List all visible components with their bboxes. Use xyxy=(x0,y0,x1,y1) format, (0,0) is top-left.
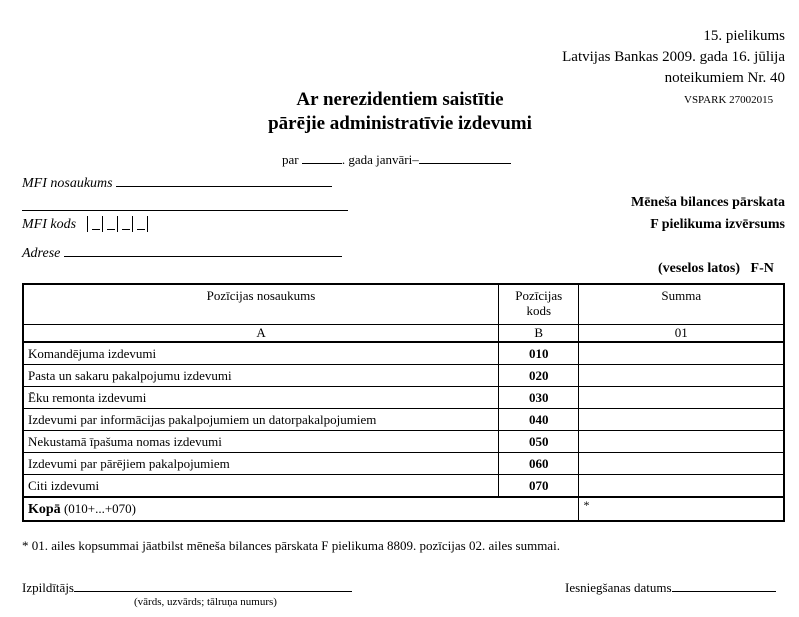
mfi-name-label: MFI nosaukums xyxy=(22,176,113,191)
header-position-code xyxy=(499,284,579,325)
total-star: * xyxy=(583,498,590,512)
mfi-code-row xyxy=(22,216,148,233)
mfi-name-row xyxy=(22,172,332,192)
column-letters-row xyxy=(23,325,784,343)
mfi-name-field[interactable] xyxy=(116,172,332,187)
row-sum-input[interactable] xyxy=(579,387,784,409)
report-caption xyxy=(631,192,785,236)
total-formula: (010+...+070) xyxy=(60,500,137,516)
row-name: Izdevumi par informācijas pakalpojumiem un datorpakalpojumiem xyxy=(23,409,499,431)
address-label: Adrese xyxy=(22,246,61,261)
row-code: 050 xyxy=(499,431,579,453)
header-code-line-2: kods xyxy=(526,303,552,318)
executor-label: Izpildītājs xyxy=(22,580,74,595)
column-letter-01: 01 xyxy=(579,325,784,343)
table-row xyxy=(23,387,784,409)
row-name: Izdevumi par pārējiem pakalpojumiem xyxy=(23,453,499,475)
year-field[interactable] xyxy=(302,149,342,164)
period-middle: . gada janvāri– xyxy=(341,152,419,167)
form-code: VSPARK 27002015 xyxy=(684,94,774,106)
column-letter-b: B xyxy=(499,325,579,343)
date-row xyxy=(565,577,776,596)
header-position-name: Pozīcijas nosaukums xyxy=(23,284,499,325)
title-line-2: pārējie administratīvie izdevumi xyxy=(268,113,532,134)
table-row xyxy=(23,409,784,431)
address-row xyxy=(22,242,342,262)
mfi-name-field-line-2[interactable] xyxy=(22,196,348,211)
annex-line-3: noteikumiem Nr. 40 xyxy=(664,70,785,86)
table-row xyxy=(23,453,784,475)
address-field[interactable] xyxy=(64,242,342,257)
mfi-code-label: MFI kods xyxy=(22,217,77,232)
row-code: 070 xyxy=(499,475,579,498)
page-title xyxy=(240,88,560,136)
row-code: 060 xyxy=(499,453,579,475)
month-field[interactable] xyxy=(419,149,511,164)
units-row xyxy=(658,261,774,277)
footnote: * 01. ailes kopsummai jāatbilst mēneša bilances pārskata F pielikuma 8809. pozīcijas 02. ailes summai. xyxy=(22,538,560,553)
title-line-1: Ar nerezidentiem saistītie xyxy=(296,89,504,110)
row-name: Citi izdevumi xyxy=(23,475,499,498)
column-letter-a: A xyxy=(23,325,499,343)
total-label: Kopā xyxy=(28,501,61,517)
annex-line-1: 15. pielikums xyxy=(703,28,785,44)
row-sum-input[interactable] xyxy=(579,431,784,453)
header-sum: Summa xyxy=(579,284,784,325)
table-row xyxy=(23,342,784,365)
units-text: (veselos latos) xyxy=(658,261,741,276)
annex-line-2: Latvijas Bankas 2009. gada 16. jūlija xyxy=(562,49,785,65)
form-id: F-N xyxy=(750,261,774,276)
total-sum-input[interactable] xyxy=(579,497,784,521)
table-row xyxy=(23,475,784,498)
executor-row xyxy=(22,577,352,596)
date-label: Iesniegšanas datums xyxy=(565,580,672,595)
mfi-code-box-4[interactable] xyxy=(132,216,148,232)
period-line xyxy=(282,149,511,168)
date-field[interactable] xyxy=(672,577,776,592)
table-row xyxy=(23,431,784,453)
row-code: 010 xyxy=(499,342,579,365)
row-sum-input[interactable] xyxy=(579,475,784,498)
total-row xyxy=(23,497,784,521)
period-prefix: par xyxy=(282,152,299,167)
row-code: 030 xyxy=(499,387,579,409)
report-line-2: F pielikuma izvērsums xyxy=(650,217,785,232)
table-header-row xyxy=(23,284,784,325)
report-line-1: Mēneša bilances pārskata xyxy=(631,195,785,210)
row-name: Ēku remonta izdevumi xyxy=(23,387,499,409)
header-code-line-1: Pozīcijas xyxy=(515,288,563,303)
table-row xyxy=(23,365,784,387)
row-sum-input[interactable] xyxy=(579,342,784,365)
total-label-cell xyxy=(23,497,579,521)
executor-field[interactable] xyxy=(74,577,352,592)
mfi-code-box-2[interactable] xyxy=(102,216,117,232)
row-sum-input[interactable] xyxy=(579,365,784,387)
annex-block xyxy=(562,26,785,89)
row-name: Nekustamā īpašuma nomas izdevumi xyxy=(23,431,499,453)
mfi-code-box-1[interactable] xyxy=(87,216,102,232)
row-sum-input[interactable] xyxy=(579,453,784,475)
row-code: 020 xyxy=(499,365,579,387)
row-name: Pasta un sakaru pakalpojumu izdevumi xyxy=(23,365,499,387)
row-sum-input[interactable] xyxy=(579,409,784,431)
mfi-code-box-3[interactable] xyxy=(117,216,132,232)
main-table xyxy=(22,283,785,522)
row-name: Komandējuma izdevumi xyxy=(23,342,499,365)
executor-hint: (vārds, uzvārds; tālruņa numurs) xyxy=(134,596,277,608)
row-code: 040 xyxy=(499,409,579,431)
